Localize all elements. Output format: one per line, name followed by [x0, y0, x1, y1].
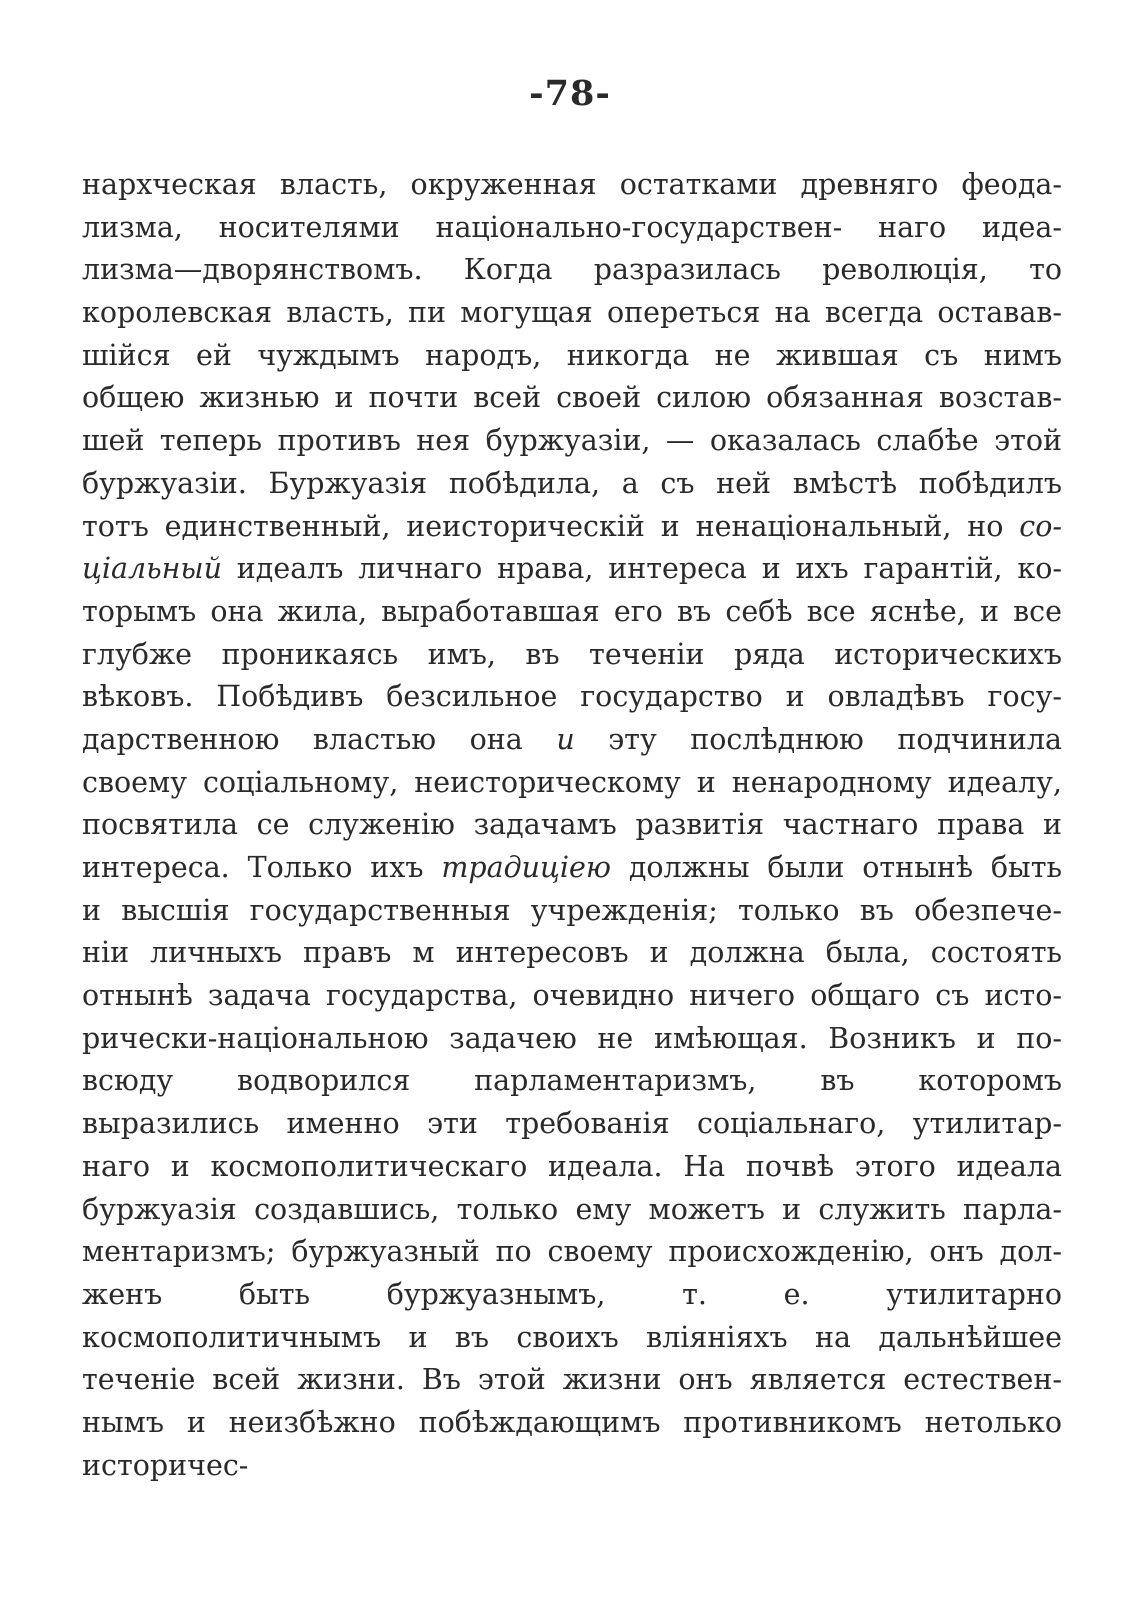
text-segment: эту послѣднюю подчинила: [574, 722, 1062, 756]
text-line: [82, 804, 1062, 847]
text-line: [82, 890, 1062, 933]
text-line: [82, 292, 1062, 335]
italic-text: ціальный: [82, 552, 222, 586]
text-segment: выразились именно эти требованія соціальнаго, утилитар-: [82, 1107, 1062, 1141]
text-line: [82, 762, 1062, 805]
text-segment: тотъ единственный, иеисторическій и ненаціональный, но: [82, 509, 1020, 543]
text-segment: ментаризмъ; буржуазный по своему происхожденію, онъ дол-: [82, 1235, 1062, 1269]
text-line: [82, 335, 1062, 378]
text-segment: общею жизнью и почти всей своей силою обязанная возстав-: [82, 381, 1062, 415]
text-line: [82, 1231, 1062, 1274]
text-segment: посвятила се служенію задачамъ развитія частнаго права и: [82, 808, 1062, 842]
text-segment: всюду водворился парламентаризмъ, въ которомъ: [82, 1064, 1062, 1098]
text-line: [82, 634, 1062, 677]
text-line: [82, 249, 1062, 292]
text-line: [82, 1103, 1062, 1146]
text-segment: идеалъ личнаго нрава, интереса и ихъ гарантій, ко-: [222, 552, 1062, 586]
text-segment: теченіе всей жизни. Въ этой жизни онъ является естествен-: [82, 1363, 1062, 1397]
text-segment: рически-національною задачею не имѣющая. Возникъ и по-: [82, 1021, 1062, 1055]
text-segment: отнынѣ задача государства, очевидно ничего общаго съ исто-: [82, 979, 1062, 1013]
text-line: [82, 719, 1062, 762]
text-line: [82, 975, 1062, 1018]
text-segment: шійся ей чуждымъ народъ, никогда не жившая съ нимъ: [82, 338, 1062, 372]
text-line: [82, 1445, 1062, 1488]
italic-text: со-: [1019, 509, 1062, 543]
text-segment: шей теперь противъ нея буржуазіи, — оказалась слабѣе этой: [82, 424, 1062, 458]
text-segment: лизма, носителями національно-государствен- наго идеа-: [82, 210, 1062, 244]
text-segment: наго и космополитическаго идеала. На почвѣ этого идеала: [82, 1149, 1062, 1183]
text-line: [82, 420, 1062, 463]
text-segment: и высшія государственныя учрежденія; только въ обезпече-: [82, 893, 1062, 927]
text-segment: торымъ она жила, выработавшая его въ себѣ все яснѣе, и все: [82, 594, 1062, 628]
text-segment: интереса. Только ихъ: [82, 851, 442, 884]
text-segment: буржуазія создавшись, только ему можетъ и служить парла-: [82, 1192, 1062, 1226]
italic-text: традиціею: [441, 851, 611, 884]
text-segment: ніи личныхъ правъ м интересовъ и должна была, состоять: [82, 936, 1062, 970]
text-segment: вѣковъ. Побѣдивъ безсильное государство и овладѣвъ госу-: [82, 680, 1062, 714]
text-line: [82, 207, 1062, 250]
text-line: [82, 1274, 1062, 1317]
text-line: [82, 164, 1062, 207]
text-line: [82, 377, 1062, 420]
page-number: -78-: [529, 73, 611, 114]
text-line: [82, 1146, 1062, 1189]
text-line: [82, 1018, 1062, 1061]
text-line: [82, 463, 1062, 506]
text-segment: космополитичнымъ и въ своихъ вліяніяхъ на дальнѣйшее: [82, 1320, 1062, 1354]
text-line: [82, 1402, 1062, 1445]
text-segment: нымъ и неизбѣжно побѣждающимъ противникомъ нетолько: [82, 1405, 1062, 1439]
text-line: [82, 1317, 1062, 1360]
text-line: [82, 847, 1062, 890]
text-segment: дарственною властью она: [82, 722, 557, 756]
text-segment: лизма—дворянствомъ. Когда разразилась революція, то: [82, 253, 1062, 287]
italic-text: и: [556, 722, 575, 756]
text-segment: глубже проникаясь имъ, въ теченіи ряда историческихъ: [82, 637, 1062, 671]
text-line: [82, 1359, 1062, 1402]
text-line: [82, 1060, 1062, 1103]
body-text: [82, 164, 1062, 1487]
text-line: [82, 506, 1062, 549]
text-line: [82, 932, 1062, 975]
text-line: [82, 1189, 1062, 1232]
text-line: [82, 591, 1062, 634]
text-segment: историчес-: [82, 1448, 249, 1482]
text-segment: своему соціальному, неисторическому и ненародному идеалу,: [82, 765, 1062, 799]
text-segment: буржуазіи. Буржуазія побѣдила, а съ ней вмѣстѣ побѣдилъ: [82, 466, 1062, 500]
text-line: [82, 676, 1062, 719]
text-segment: нархческая власть, окруженная остатками древняго феода-: [82, 168, 1062, 201]
text-segment: должны были отнынѣ быть: [610, 851, 1062, 884]
text-line: [82, 548, 1062, 591]
text-segment: женъ быть буржуазнымъ, т. е. утилитарно: [82, 1277, 1062, 1311]
text-segment: королевская власть, пи могущая опереться на всегда оставав-: [82, 296, 1062, 330]
